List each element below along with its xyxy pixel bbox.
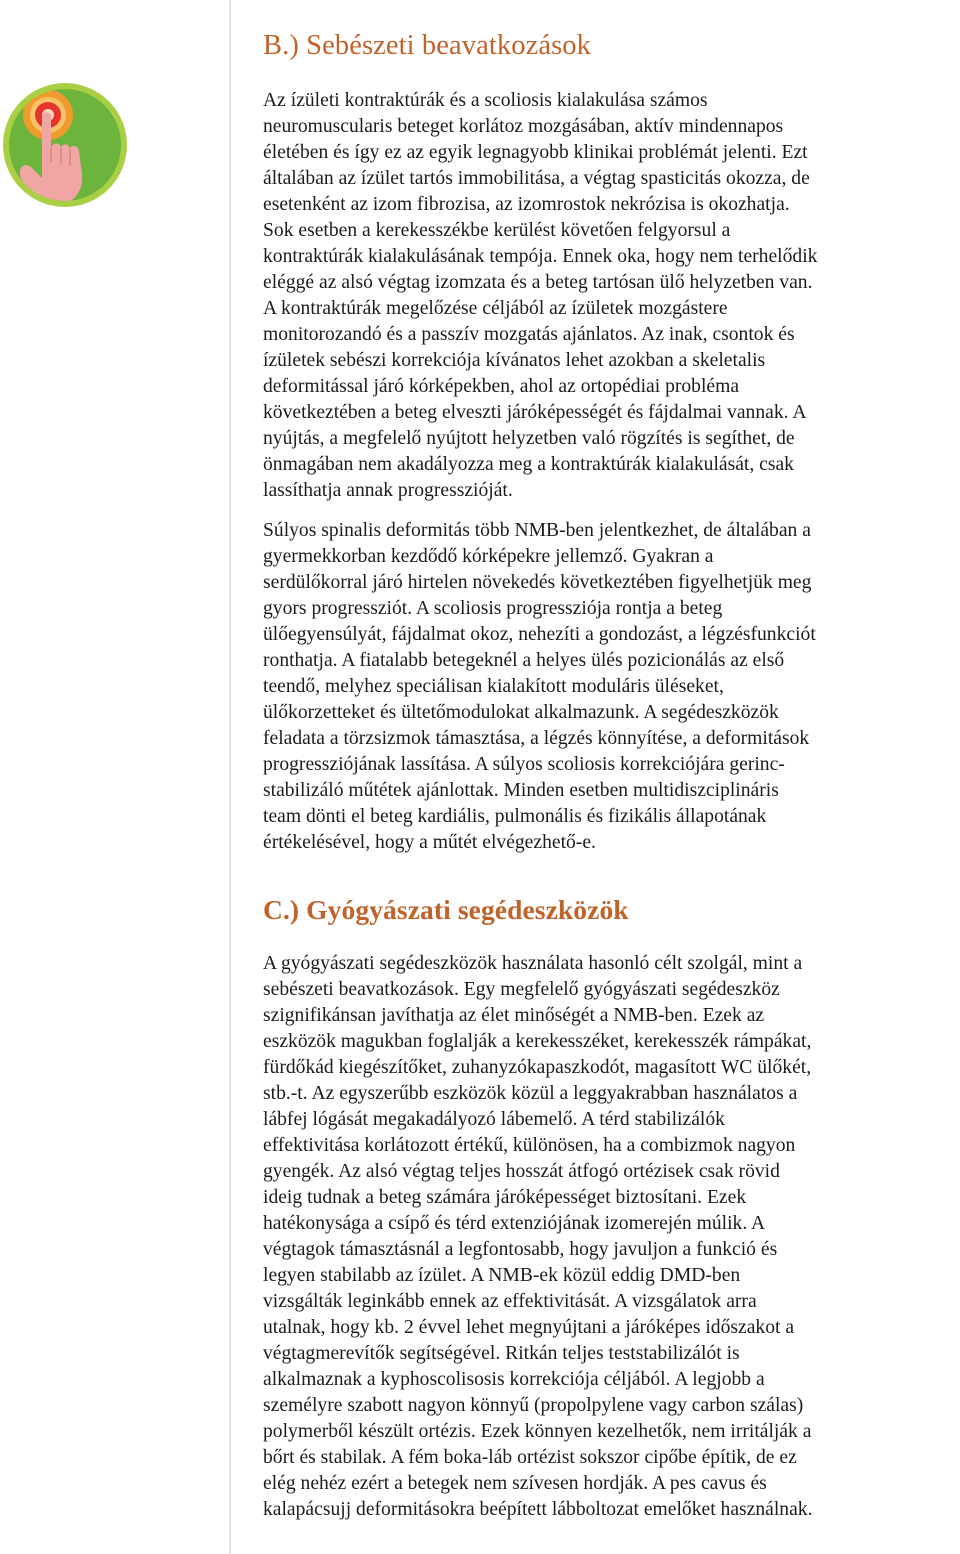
paragraph: Az ízületi kontraktúrák és a scoliosis kialakulása számos neuromuscularis beteget korlátoz mozgásában, aktív mindennapos életében és így ez az egyik legnagyobb klinikai problémát jelenti. Ezt általában az ízület tartós immobilitása, a végtag spasticitás okozza, de esetenként az izom fibrozisa, az izomrostok nekrózisa is okozhatja. Sok esetben a kerekesszékbe kerülést követően felgyorsul a kontraktúrák kialakulásának tempója. Ennek oka, hogy nem terhelődik eléggé az alsó végtag izomzata és a beteg tartósan ülő helyzetben van. A kontraktúrák megelőzése céljából az ízületek mozgástere monitorozandó és a passzív mozgatás ajánlatos. Az inak, csontok és ízületek sebészi korrekciója kívánatos lehet azokban a skeletalis deformitással járó kórképekben, ahol az ortopédiai probléma következtében a beteg elveszti járóképességét és fájdalmai vannak. A nyújtás, a megfelelő nyújtott helyzetben való rögzítés is segíthet, de önmagában nem akadályozza meg a kontraktúrák kialakulását, csak lassíthatja annak progresszióját.: [263, 90, 818, 501]
section-heading-surgical: B.) Sebészeti beavatkozások: [263, 30, 591, 61]
touch-hand-icon: [2, 82, 128, 208]
section-heading-medical-aids: C.) Gyógyászati segédeszközök: [263, 894, 629, 925]
paragraph: Súlyos spinalis deformitás több NMB-ben jelentkezhet, de általában a gyermekkorban kezdődő kórképekre jellemző. Gyakran a serdülőkorral járó hirtelen növekedés következtében figyelhetjük meg gyors progressziót. A scoliosis progressziója rontja a beteg ülőegyensúlyát, fájdalmat okoz, nehezíti a gondozást, a légzésfunkciót ronthatja. A fiatalabb betegeknél a helyes ülés pozicionálás az első teendő, melyhez speciálisan kialakított moduláris üléseket, ülőkorzetteket és ültetőmodulokat alkalmazunk. A segédeszközök feladata a törzsizmok támasztása, a légzés könnyítése, a deformitások progressziójának lassítása. A súlyos scoliosis korrekciójára gerinc- stabilizáló műtétek ajánlottak. Minden esetben multidiszciplináris team dönti el beteg kardiális, pulmonális és fizikális állapotának értékelésével, hogy a műtét elvégezhető-e.: [263, 520, 816, 853]
sidebar-divider: [229, 0, 231, 1554]
paragraph: A gyógyászati segédeszközök használata hasonló célt szolgál, mint a sebészeti beavatkozások. Egy megfelelő gyógyászati segédeszköz szignifikánsan javíthatja az élet minőségét a NMB-ben. Ezek az eszközök magukban foglalják a kerekesszéket, kerekesszék rámpákat, fürdőkád kiegészítőket, zuhanyzókapaszkodót, magasított WC ülőkét, stb.-t. Az egyszerűbb eszközök közül a leggyakrabban használatos a lábfej lógását megakadályozó lábemelő. A térd stabilizálók effektivitása korlátozott értékű, különösen, ha a combizmok nagyon gyengék. Az alsó végtag teljes hosszát átfogó ortézisek csak rövid ideig tudnak a beteg számára járóképességet biztosítani. Ezek hatékonysága a csípő és térd extenziójának izomerején múlik. A végtagok támasztásnál a legfontosabb, hogy javuljon a funkció és legyen stabilabb az ízület. A NMB-ek közül eddig DMD-ben vizsgálták leginkább ennek az effektivitását. A vizsgálatok arra utalnak, hogy kb. 2 évvel lehet megnyújtani a járóképes időszakot a végtagmerevítők segítségével. Ritkán teljes teststabilizálót is alkalmaznak a kyphoscolisosis korrekciója céljából. A legjobb a személyre szabott nagyon könnyű (propolpylene vagy carbon szálas) polymerből készült ortézis. Ezek könnyen kezelhetők, nem irritálják a bőrt és stabilak. A fém boka-láb ortézist sokszor cipőbe építik, de ez elég nehéz ezért a betegek nem szívesen hordják. A pes cavus és kalapácsujj deformitásokra beépített lábboltozat emelőket használnak.: [263, 953, 813, 1520]
document-body: [263, 28, 957, 1523]
logo-graphic: [2, 82, 128, 208]
